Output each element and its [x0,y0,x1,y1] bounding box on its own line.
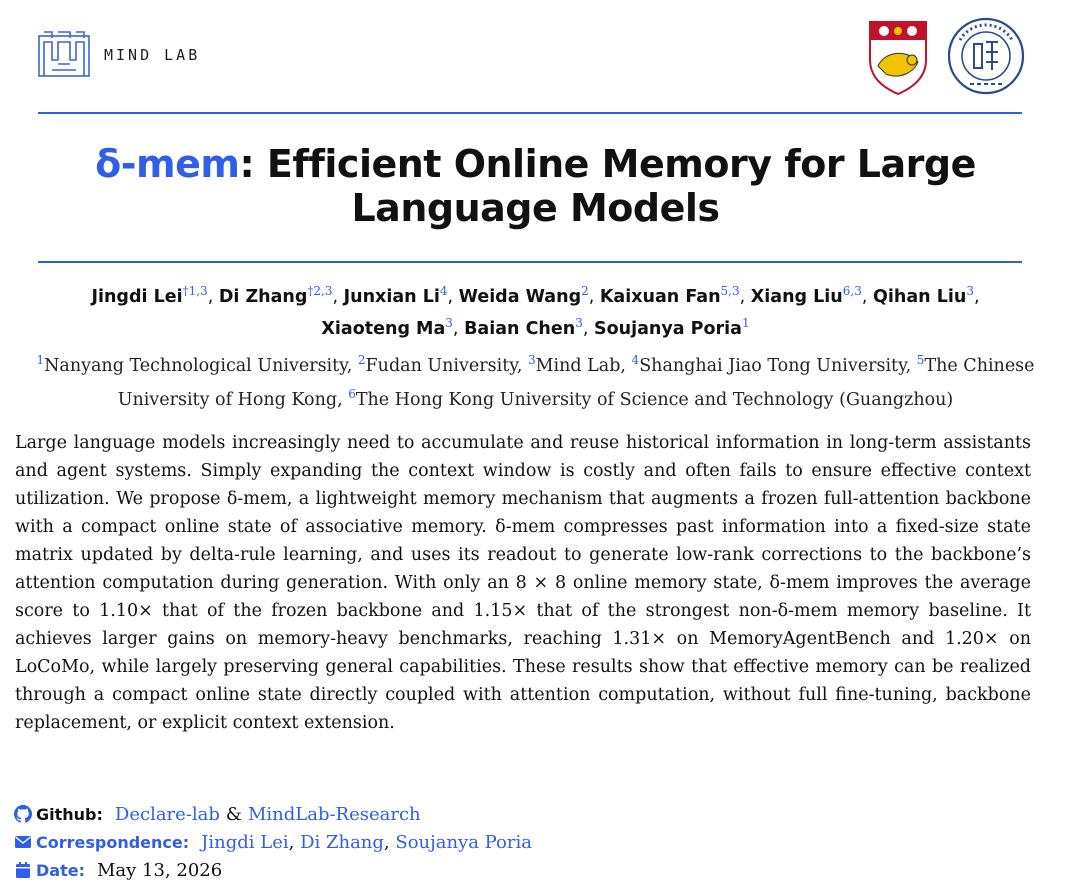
affiliation-name: Shanghai Jiao Tong University [639,355,906,376]
title-accent: δ-mem [95,142,240,186]
author-name: Soujanya Poria [593,318,742,339]
author [458,284,589,307]
calendar-icon [14,861,32,879]
author-affiliation-marker: 6,3 [842,284,862,298]
ntu-shield-icon [870,22,926,94]
title-rest: : Efficient Online Memory for Large Language Models [239,142,976,230]
correspondence-label: Correspondence: [36,832,190,852]
header [0,0,1071,112]
author-affiliation-marker: †2,3 [307,284,333,298]
author [464,315,583,339]
envelope-icon [14,833,32,851]
github-icon [14,805,32,823]
date-label: Date: [36,860,85,880]
affiliation-name: Nanyang Technological University [44,355,347,376]
author-affiliation-marker: 2 [581,284,589,298]
author-affiliation-marker: 1 [741,315,750,330]
author-name: Weida Wang [458,286,582,307]
university-logos [868,16,1028,96]
author [599,284,740,307]
affiliation [631,353,906,376]
author-affiliation-marker: 3 [575,315,583,330]
affiliation-marker: 6 [348,386,356,401]
author [343,284,448,307]
github-label: Github: [36,804,103,824]
affiliation-marker: 5 [916,353,925,367]
affiliation [348,386,954,410]
fudan-seal-icon [949,19,1023,93]
affiliation-marker: 3 [527,353,536,367]
author-name: Baian Chen [464,318,576,339]
author [593,315,750,339]
date-value: May 13, 2026 [96,859,223,881]
author-name: Kaixuan Fan [599,286,721,307]
correspondence-di-zhang[interactable]: Di Zhang [300,831,384,853]
author-affiliation-marker: 5,3 [720,284,740,298]
affiliation-list: $^1$Nanyang Technological University, $^2$Fudan University, $^3$Mind Lab, $^4$Shanghai Jiao Tong University, $^5$The Chinese University of Hong Kong, $^6$The Hong Kong University of Science and Technology (Guangzhou) [36,353,1035,410]
author-name: Xiaoteng Ma [321,318,446,339]
top-rule [38,112,1022,114]
paper-title [0,142,1071,230]
affiliation-marker: 4 [631,353,640,367]
author-list: Jingdi Lei$^{\dagger 1,3}$, Di Zhang$^{\dagger 2,3}$, Junxian Li$^4$, Weida Wang$^2$, Kaixuan Fan$^{5,3}$, Xiang Liu$^{6,3}$, Qihan Liu$^3$, Xiaoteng Ma$^3$, Baian Chen$^3$, Soujanya Poria$^1$ [91,284,980,339]
author-name: Qihan Liu [873,286,967,307]
github-link-declare-lab[interactable]: Declare-lab [114,803,220,825]
author [91,284,208,307]
author [750,284,862,307]
author-affiliation-marker: 3 [966,284,974,298]
author-affiliation-marker: 3 [445,315,453,330]
author [321,315,453,339]
author-affiliation-marker: †1,3 [182,284,208,298]
affiliation-name: The Hong Kong University of Science and Technology (Guangzhou) [355,389,954,410]
author-name: Junxian Li [343,286,440,307]
lab-name: MIND LAB [104,46,201,64]
affiliation-marker: 1 [36,353,45,367]
author [218,284,333,307]
author-name: Xiang Liu [750,286,843,307]
affiliation [36,353,347,376]
author-name: Di Zhang [218,286,308,307]
author-affiliation-marker: 4 [439,284,448,298]
correspondence-jingdi-lei[interactable]: Jingdi Lei [201,831,289,853]
author [873,284,974,307]
mind-lab-logo [38,30,90,80]
github-row [14,800,1014,828]
affiliation-name: Mind Lab [535,355,621,376]
meta-info [14,800,1014,884]
affiliation [527,353,621,376]
github-separator: & [225,803,242,825]
affiliation-marker: 2 [357,353,366,367]
affiliation-name: Fudan University [365,355,517,376]
github-link-mindlab-research[interactable]: MindLab-Research [247,803,421,825]
correspondence-row: Correspondence: Jingdi Lei , Di Zhang , Soujanya Poria [14,828,1014,856]
abstract: Large language models increasingly need to accumulate and reuse historical information in long-term assistants and agent systems. Simply expanding the context window is costly and often fails to ensure effective context utilization. We propose δ-mem, a lightweight memory mechanism that augments a frozen full-attention backbone with a compact online state of associative memory. δ-mem compresses past information into a fixed-size state matrix updated by delta-rule learning, and uses its readout to generate low-rank corrections to the backbone’s attention computation during generation. With only an 8 × 8 online memory state, δ-mem improves the average score to 1.10× that of the frozen backbone and 1.15× that of the strongest non-δ-mem memory baseline. It achieves larger gains on memory-heavy benchmarks, reaching 1.31× on MemoryAgentBench and 1.20× on LoCoMo, while largely preserving general capabilities. These results show that effective memory can be realized through a compact online state directly coupled with attention computation, without full fine-tuning, backbone replacement, or explicit context extension. [15,433,1031,733]
affiliation [357,353,517,376]
author-name: Jingdi Lei [91,286,183,307]
bottom-rule [38,261,1022,263]
correspondence-soujanya-poria[interactable]: Soujanya Poria [395,831,532,853]
affiliation-name: The Chinese University of Hong Kong [117,355,1035,410]
date-row [14,856,1014,884]
